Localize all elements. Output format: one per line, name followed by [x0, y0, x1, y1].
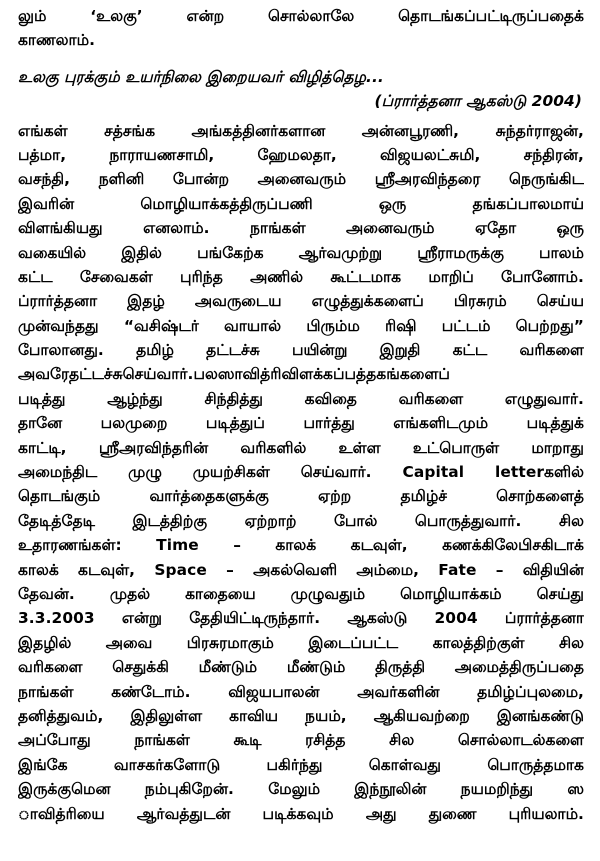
- body-line: நாங்கள் கண்டோம். விஜயபாலன் அவர்களின் தமிழ்ப்புலமை,: [18, 682, 584, 701]
- body-line: எங்கள் சத்சங்க அங்கத்தினர்களான அன்னபூரணி, சுந்தர்ராஜன்,: [18, 121, 584, 140]
- body-line: ாவித்ரியை ஆர்வத்துடன் படிக்கவும் அது துணை புரியலாம்.: [18, 804, 584, 823]
- epigraph-quote: உலகு புரக்கும் உயர்நிலை இறையவர் விழித்தெழ...: [18, 67, 384, 86]
- body-line: இவரின் மொழியாக்கத்திருப்பணி ஒரு தங்கப்பாலமாய்: [18, 194, 584, 213]
- document-page: [18, 4, 584, 857]
- intro-paragraph: [18, 4, 584, 53]
- body-line: முன்வந்தது “வசிஷ்டர் வாயால் பிரும்ம ரிஷி பட்டம் பெற்றது”: [18, 316, 584, 335]
- body-line: தானே பலமுறை படித்துப் பார்த்து எங்களிடமும் படித்துக்: [18, 414, 584, 433]
- body-line: வரிகளை செதுக்கி மீண்டும் மீண்டும் திருத்தி அமைத்திருப்பதை: [18, 658, 584, 677]
- body-line: அமைந்திட முழு முயற்சிகள் செய்வார். Capital letterகளில்: [18, 463, 584, 482]
- intro-line: காணலாம்.: [18, 31, 96, 50]
- body-line: காட்டி, ஸ்ரீஅரவிந்தரின் வரிகளில் உள்ள உட்பொருள் மாறாது: [18, 438, 584, 457]
- body-line: 3.3.2003 என்று தேதியிட்டிருந்தார். ஆகஸ்டு 2004 ப்ரார்த்தனா: [18, 609, 584, 628]
- body-line: இருக்குமென நம்புகிறேன். மேலும் இந்நூலின் நயமறிந்து ஸ: [18, 780, 584, 799]
- body-line: கட்ட சேவைகள் புரிந்த அணில் கூட்டமாக மாறிப் போனோம்.: [18, 267, 584, 286]
- body-line: வசந்தி, நளினி போன்ற அனைவரும் ஸ்ரீஅரவிந்தரை நெருங்கிட: [18, 170, 584, 189]
- epigraph-source: (ப்ரார்த்தனா ஆகஸ்டு 2004): [374, 92, 582, 111]
- body-line: ப்ரார்த்தனா இதழ் அவருடைய எழுத்துக்களைப் பிரசுரம் செய்ய: [18, 292, 584, 311]
- body-line: தேடித்தேடி இடத்திற்கு ஏற்றாற் போல் பொருத்துவார். சில: [18, 511, 584, 530]
- body-line: அப்போது நாங்கள் கூடி ரசித்த சில சொல்லாடல்களை: [18, 731, 584, 750]
- body-line: வகையில் இதில் பங்கேற்க ஆர்வமுற்று ஸ்ரீராமருக்கு பாலம்: [18, 243, 584, 262]
- body-line: அவரேதட்டச்சுசெய்வார்.பலஸாவித்ரிவிளக்கப்பத்தகங்களைப்: [18, 365, 450, 384]
- body-line: தொடங்கும் வார்த்தைகளுக்கு ஏற்ற தமிழ்ச் சொற்களைத்: [18, 487, 584, 506]
- body-line: போலானது. தமிழ் தட்டச்சு பயின்று இறுதி கட்ட வரிகளை: [18, 341, 584, 360]
- body-line: காலக் கடவுள், Space – அகல்வெளி அம்மை, Fate – விதியின்: [18, 560, 584, 579]
- body-line: இங்கே வாசகர்களோடு பகிர்ந்து கொள்வது பொருத்தமாக: [18, 755, 584, 774]
- body-line: தனித்துவம், இதிலுள்ள காவிய நயம், ஆகியவற்றை இனங்கண்டு: [18, 706, 584, 725]
- intro-line: லும் ‘உலகு’ என்ற சொல்லாலே தொடங்கப்பட்டிருப்பதைக்: [18, 7, 584, 25]
- body-line: விளங்கியது எனலாம். நாங்கள் அனைவரும் ஏதோ ஒரு: [18, 219, 584, 238]
- body-line: தேவன். முதல் காதையை முழுவதும் மொழியாக்கம் செய்து: [18, 584, 584, 603]
- body-line: படித்து ஆழ்ந்து சிந்தித்து கவிதை வரிகளை எழுதுவார்.: [18, 389, 584, 408]
- body-line: உதாரணங்கள்: Time – காலக் கடவுள், கணக்கிலேபிசகிடாக்: [18, 536, 584, 555]
- body-line: பத்மா, நாராயணசாமி, ஹேமலதா, விஜயலட்சுமி, சந்திரன்,: [18, 145, 584, 164]
- body-line: இதழில் அவை பிரசுரமாகும் இடைப்பட்ட காலத்திற்குள் சில: [18, 633, 584, 652]
- body-paragraph: [18, 119, 584, 826]
